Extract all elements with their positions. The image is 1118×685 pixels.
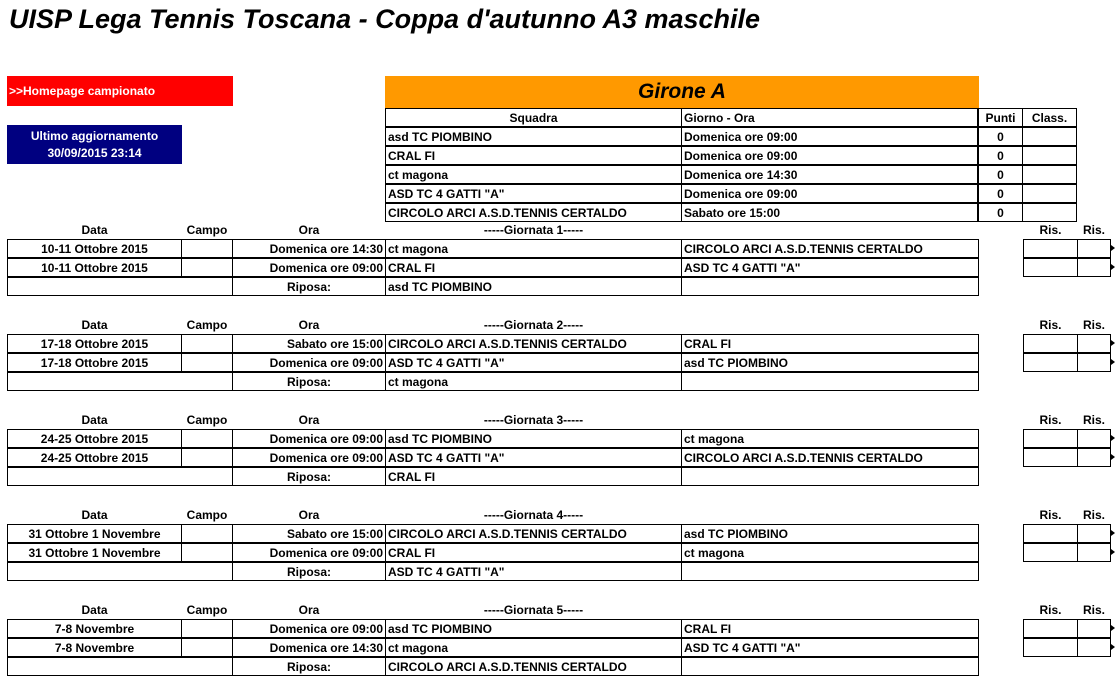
team-day: Domenica ore 09:00 <box>681 146 978 165</box>
rest-empty-right <box>681 562 979 581</box>
result-header-1: Ris. <box>1039 223 1062 237</box>
match-field <box>181 239 233 258</box>
comment-indicator-icon <box>1111 340 1115 346</box>
result-header-2: Ris. <box>1082 603 1105 617</box>
match-home: asd TC PIOMBINO <box>385 429 682 448</box>
comment-indicator-icon <box>1111 454 1115 460</box>
team-name: ct magona <box>385 165 682 184</box>
match-field <box>181 429 233 448</box>
match-time: Domenica ore 09:00 <box>232 353 386 372</box>
match-field <box>181 543 233 562</box>
match-field <box>181 524 233 543</box>
rest-empty <box>7 657 233 676</box>
result-cell-1[interactable] <box>1023 638 1078 657</box>
team-name: ASD TC 4 GATTI "A" <box>385 184 682 203</box>
team-name: asd TC PIOMBINO <box>385 127 682 146</box>
match-time: Domenica ore 09:00 <box>232 429 386 448</box>
rest-label: Riposa: <box>232 372 386 391</box>
date-header: Data <box>81 603 108 617</box>
rest-empty <box>7 277 233 296</box>
team-rank <box>1022 184 1077 203</box>
round-header <box>0 602 1118 619</box>
team-rank <box>1022 203 1077 222</box>
result-cell-1[interactable] <box>1023 448 1078 467</box>
match-row <box>0 448 1118 467</box>
match-date: 7-8 Novembre <box>7 619 182 638</box>
match-row <box>0 638 1118 657</box>
comment-indicator-icon <box>1111 549 1115 555</box>
round-header <box>0 507 1118 524</box>
result-cell-2[interactable] <box>1077 448 1111 467</box>
team-rank <box>1022 127 1077 146</box>
result-header-1: Ris. <box>1039 603 1062 617</box>
round-title: -----Giornata 2----- <box>483 318 584 332</box>
rest-row <box>0 562 1118 581</box>
comment-indicator-icon <box>1111 245 1115 251</box>
match-field <box>181 334 233 353</box>
day-header: Giorno - Ora <box>681 108 978 127</box>
last-update-date: 30/09/2015 23:14 <box>47 146 142 160</box>
team-name: CRAL FI <box>385 146 682 165</box>
match-time: Domenica ore 14:30 <box>232 239 386 258</box>
rest-empty <box>7 562 233 581</box>
rest-team: asd TC PIOMBINO <box>385 277 682 296</box>
round-header <box>0 317 1118 334</box>
match-away: ASD TC 4 GATTI "A" <box>681 258 979 277</box>
rest-row <box>0 372 1118 391</box>
field-header: Campo <box>186 223 228 237</box>
time-header: Ora <box>298 603 320 617</box>
team-header: Squadra <box>385 108 682 127</box>
comment-indicator-icon <box>1111 625 1115 631</box>
date-header: Data <box>81 508 108 522</box>
match-home: CIRCOLO ARCI A.S.D.TENNIS CERTALDO <box>385 334 682 353</box>
match-away: ct magona <box>681 429 979 448</box>
team-points: 0 <box>978 203 1023 222</box>
match-field <box>181 619 233 638</box>
match-field <box>181 258 233 277</box>
time-header: Ora <box>298 413 320 427</box>
result-cell-1[interactable] <box>1023 619 1078 638</box>
result-cell-1[interactable] <box>1023 543 1078 562</box>
result-cell-2[interactable] <box>1077 638 1111 657</box>
match-date: 31 Ottobre 1 Novembre <box>7 524 182 543</box>
team-points: 0 <box>978 184 1023 203</box>
field-header: Campo <box>186 508 228 522</box>
result-header-2: Ris. <box>1082 508 1105 522</box>
match-home: asd TC PIOMBINO <box>385 619 682 638</box>
rest-label: Riposa: <box>232 657 386 676</box>
match-away: CRAL FI <box>681 619 979 638</box>
match-home: CRAL FI <box>385 258 682 277</box>
match-time: Domenica ore 09:00 <box>232 258 386 277</box>
date-header: Data <box>81 318 108 332</box>
rest-team: ASD TC 4 GATTI "A" <box>385 562 682 581</box>
match-row <box>0 524 1118 543</box>
match-time: Domenica ore 09:00 <box>232 448 386 467</box>
match-home: CIRCOLO ARCI A.S.D.TENNIS CERTALDO <box>385 524 682 543</box>
team-points: 0 <box>978 165 1023 184</box>
round-title: -----Giornata 3----- <box>483 413 584 427</box>
match-time: Domenica ore 09:00 <box>232 543 386 562</box>
comment-indicator-icon <box>1111 264 1115 270</box>
match-field <box>181 353 233 372</box>
rank-header: Class. <box>1022 108 1077 127</box>
date-header: Data <box>81 223 108 237</box>
result-header-1: Ris. <box>1039 413 1062 427</box>
match-home: ASD TC 4 GATTI "A" <box>385 448 682 467</box>
result-header-2: Ris. <box>1082 318 1105 332</box>
result-header-1: Ris. <box>1039 318 1062 332</box>
team-rank <box>1022 165 1077 184</box>
result-cell-2[interactable] <box>1077 543 1111 562</box>
team-day: Domenica ore 09:00 <box>681 127 978 146</box>
match-row <box>0 239 1118 258</box>
result-cell-2[interactable] <box>1077 239 1111 258</box>
result-header-1: Ris. <box>1039 508 1062 522</box>
match-date: 10-11 Ottobre 2015 <box>7 239 182 258</box>
result-cell-1[interactable] <box>1023 258 1078 277</box>
match-time: Sabato ore 15:00 <box>232 524 386 543</box>
date-header: Data <box>81 413 108 427</box>
result-header-2: Ris. <box>1082 223 1105 237</box>
team-day: Sabato ore 15:00 <box>681 203 978 222</box>
match-row <box>0 429 1118 448</box>
rest-empty-right <box>681 657 979 676</box>
match-home: CRAL FI <box>385 543 682 562</box>
last-update-box <box>7 125 182 164</box>
result-cell-2[interactable] <box>1077 429 1111 448</box>
match-date: 10-11 Ottobre 2015 <box>7 258 182 277</box>
rest-empty <box>7 467 233 486</box>
rest-empty <box>7 372 233 391</box>
match-away: CRAL FI <box>681 334 979 353</box>
match-time: Domenica ore 09:00 <box>232 619 386 638</box>
rest-label: Riposa: <box>232 467 386 486</box>
match-away: asd TC PIOMBINO <box>681 524 979 543</box>
comment-indicator-icon <box>1111 359 1115 365</box>
round-header <box>0 222 1118 239</box>
rest-label: Riposa: <box>232 277 386 296</box>
match-field <box>181 448 233 467</box>
match-row <box>0 334 1118 353</box>
match-date: 24-25 Ottobre 2015 <box>7 429 182 448</box>
rest-team: CRAL FI <box>385 467 682 486</box>
page-title: UISP Lega Tennis Toscana - Coppa d'autunno A3 maschile <box>9 4 761 34</box>
result-cell-1[interactable] <box>1023 353 1078 372</box>
team-rank <box>1022 146 1077 165</box>
match-away: CIRCOLO ARCI A.S.D.TENNIS CERTALDO <box>681 448 979 467</box>
match-home: ct magona <box>385 638 682 657</box>
team-day: Domenica ore 14:30 <box>681 165 978 184</box>
match-date: 24-25 Ottobre 2015 <box>7 448 182 467</box>
comment-indicator-icon <box>1111 644 1115 650</box>
group-title: Girone A <box>385 76 979 108</box>
time-header: Ora <box>298 318 320 332</box>
rest-row <box>0 467 1118 486</box>
time-header: Ora <box>298 223 320 237</box>
result-cell-2[interactable] <box>1077 619 1111 638</box>
match-away: ASD TC 4 GATTI "A" <box>681 638 979 657</box>
rest-team: CIRCOLO ARCI A.S.D.TENNIS CERTALDO <box>385 657 682 676</box>
field-header: Campo <box>186 318 228 332</box>
team-points: 0 <box>978 146 1023 165</box>
match-row <box>0 543 1118 562</box>
homepage-link[interactable]: >>Homepage campionato <box>7 76 233 106</box>
rest-empty-right <box>681 372 979 391</box>
team-day: Domenica ore 09:00 <box>681 184 978 203</box>
last-update-label: Ultimo aggiornamento <box>30 129 159 143</box>
result-cell-1[interactable] <box>1023 429 1078 448</box>
result-cell-2[interactable] <box>1077 334 1111 353</box>
rest-team: ct magona <box>385 372 682 391</box>
match-row <box>0 353 1118 372</box>
result-header-2: Ris. <box>1082 413 1105 427</box>
team-points: 0 <box>978 127 1023 146</box>
result-cell-2[interactable] <box>1077 353 1111 372</box>
team-name: CIRCOLO ARCI A.S.D.TENNIS CERTALDO <box>385 203 682 222</box>
match-home: ASD TC 4 GATTI "A" <box>385 353 682 372</box>
match-date: 7-8 Novembre <box>7 638 182 657</box>
result-cell-1[interactable] <box>1023 524 1078 543</box>
rest-label: Riposa: <box>232 562 386 581</box>
match-row <box>0 619 1118 638</box>
match-field <box>181 638 233 657</box>
time-header: Ora <box>298 508 320 522</box>
round-title: -----Giornata 5----- <box>483 603 584 617</box>
points-header: Punti <box>978 108 1023 127</box>
rest-row <box>0 277 1118 296</box>
match-time: Domenica ore 14:30 <box>232 638 386 657</box>
round-title: -----Giornata 1----- <box>483 223 584 237</box>
result-cell-2[interactable] <box>1077 524 1111 543</box>
field-header: Campo <box>186 603 228 617</box>
match-date: 17-18 Ottobre 2015 <box>7 334 182 353</box>
round-title: -----Giornata 4----- <box>483 508 584 522</box>
rest-row <box>0 657 1118 676</box>
match-away: ct magona <box>681 543 979 562</box>
rest-empty-right <box>681 467 979 486</box>
match-row <box>0 258 1118 277</box>
rest-empty-right <box>681 277 979 296</box>
result-cell-2[interactable] <box>1077 258 1111 277</box>
match-away: asd TC PIOMBINO <box>681 353 979 372</box>
match-time: Sabato ore 15:00 <box>232 334 386 353</box>
comment-indicator-icon <box>1111 530 1115 536</box>
comment-indicator-icon <box>1111 435 1115 441</box>
match-home: ct magona <box>385 239 682 258</box>
result-cell-1[interactable] <box>1023 334 1078 353</box>
match-date: 17-18 Ottobre 2015 <box>7 353 182 372</box>
round-header <box>0 412 1118 429</box>
result-cell-1[interactable] <box>1023 239 1078 258</box>
match-away: CIRCOLO ARCI A.S.D.TENNIS CERTALDO <box>681 239 979 258</box>
match-date: 31 Ottobre 1 Novembre <box>7 543 182 562</box>
field-header: Campo <box>186 413 228 427</box>
